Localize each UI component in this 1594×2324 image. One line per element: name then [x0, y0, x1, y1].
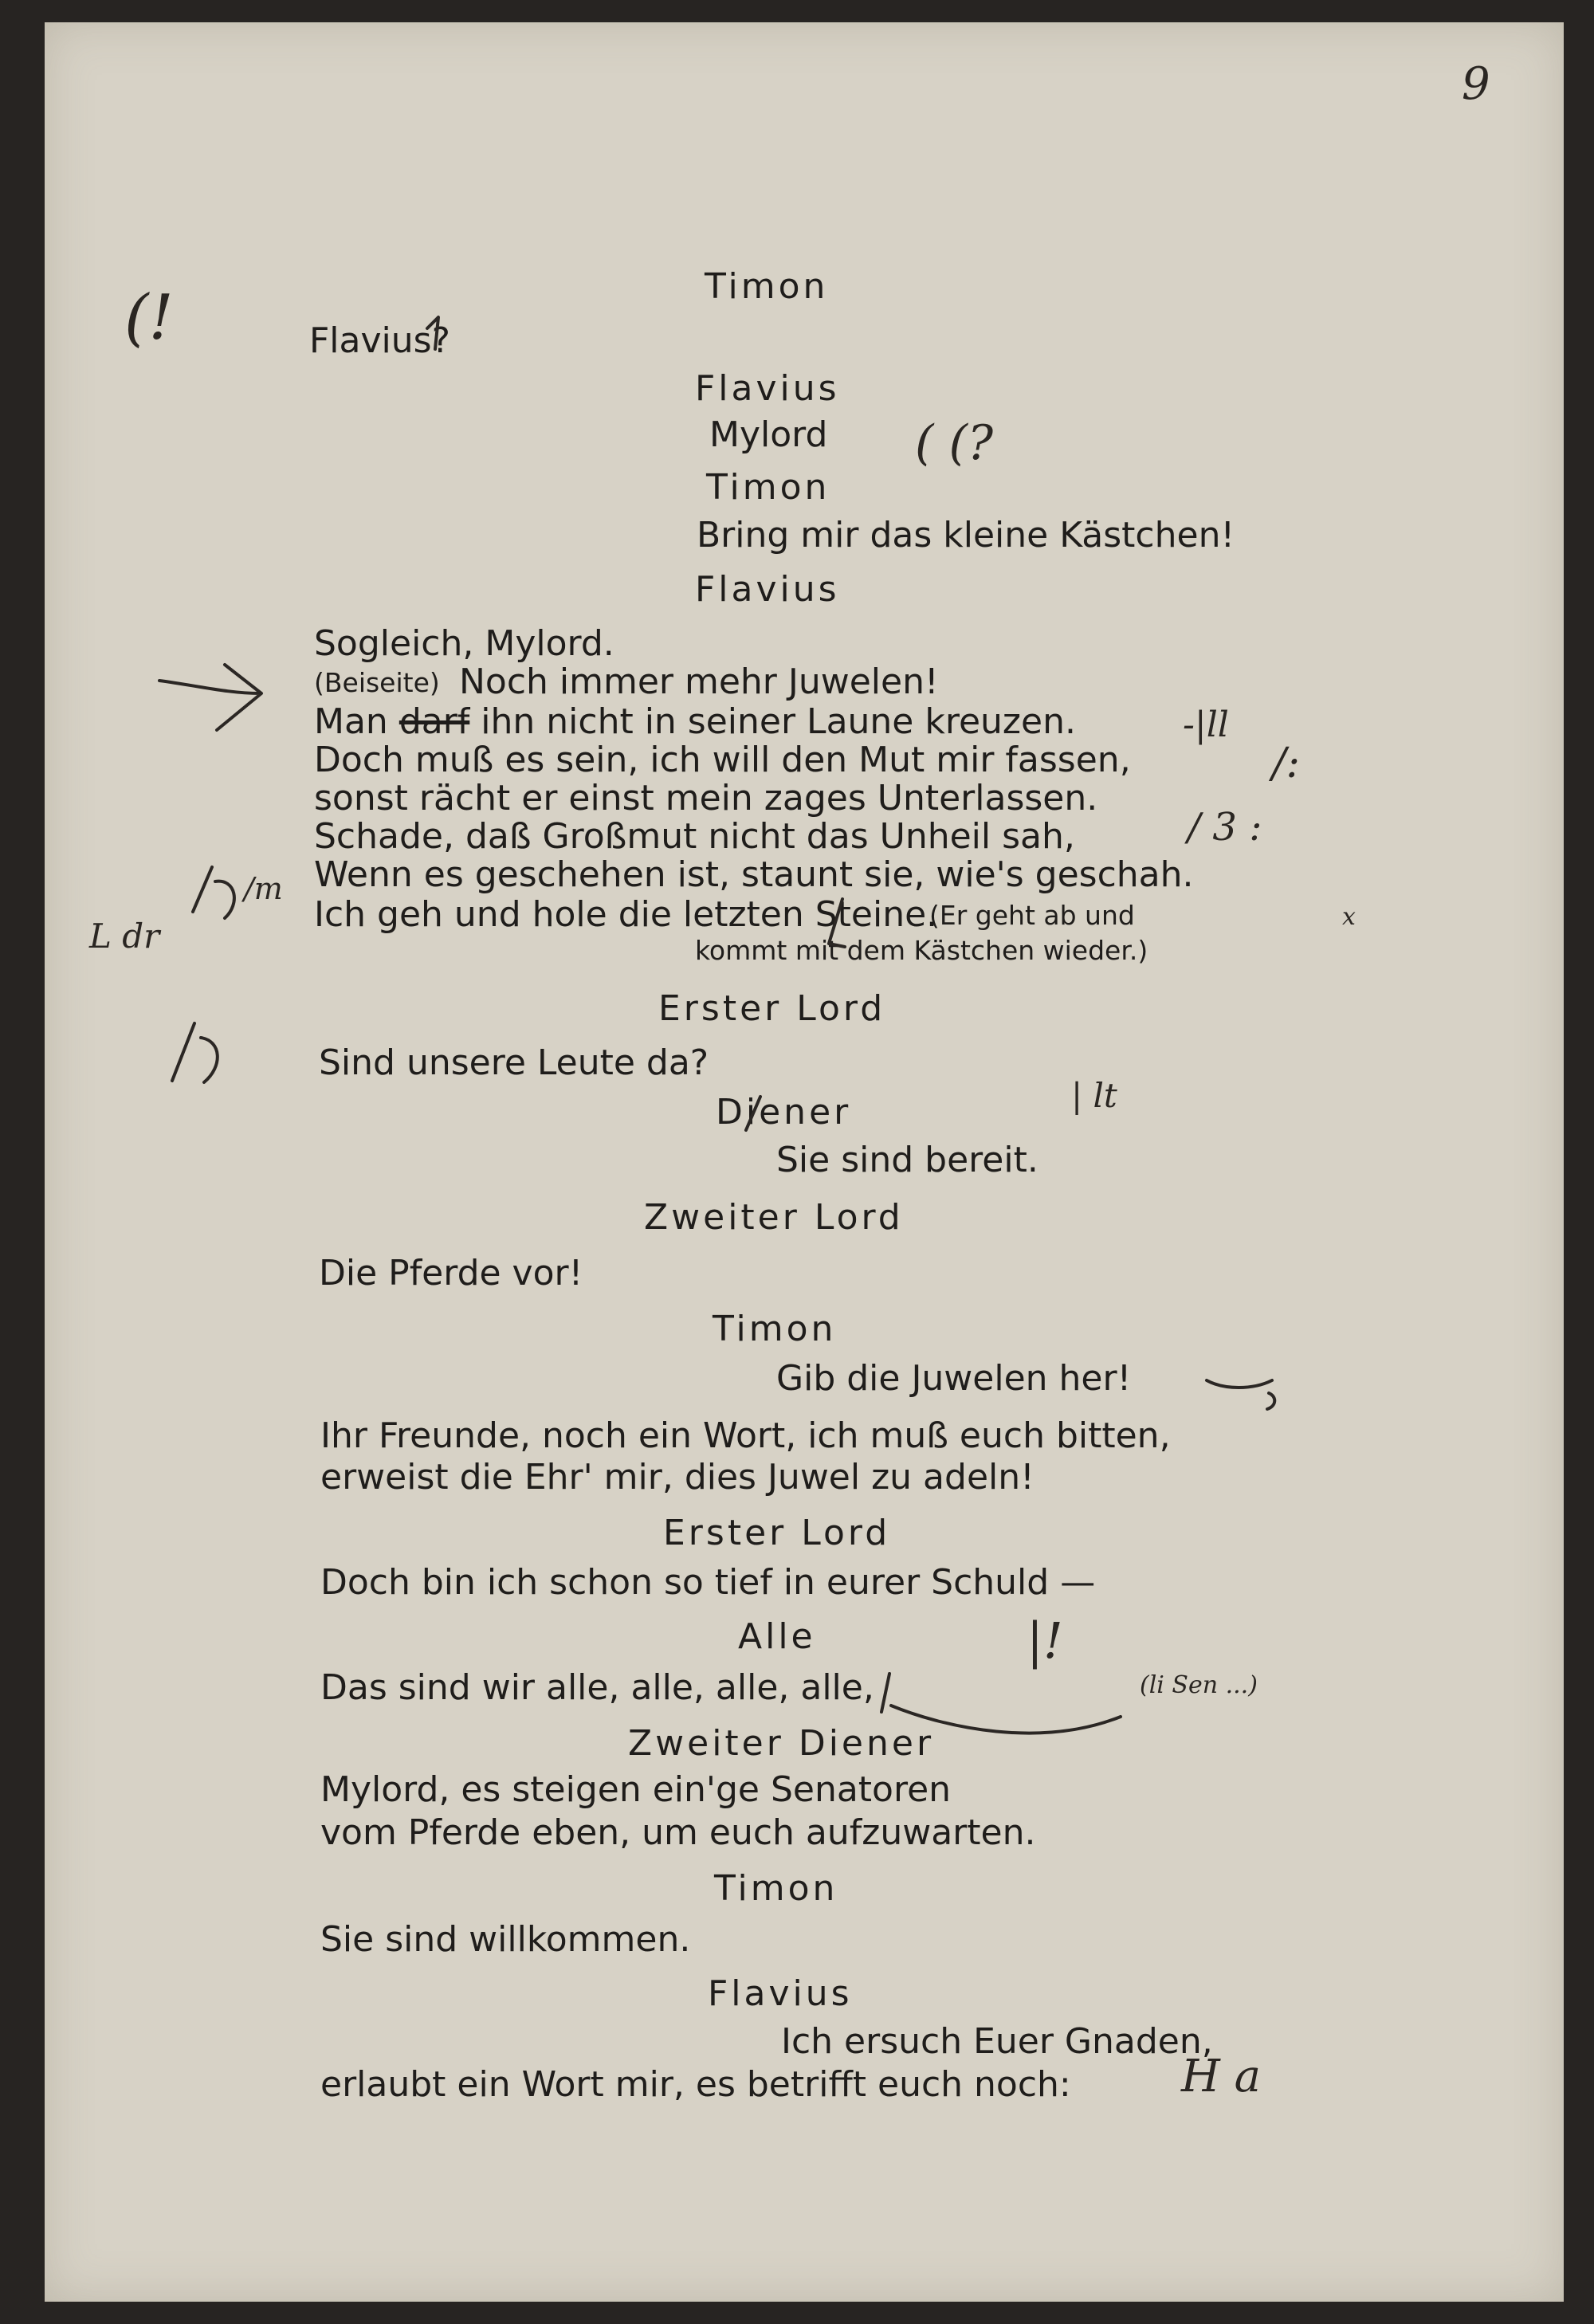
dialogue-line: Sie sind bereit. [776, 1140, 1038, 1180]
speaker-heading: Flavius [708, 1973, 853, 2014]
margin-bracket [172, 1023, 218, 1082]
slash-mark [746, 1097, 760, 1130]
margin-note: |! [1027, 1611, 1063, 1670]
margin-note: -|ll [1183, 705, 1229, 745]
speaker-heading: Timon [713, 1309, 837, 1349]
dialogue-line: Bring mir das kleine Kästchen! [697, 515, 1235, 555]
margin-note: H a [1181, 2051, 1262, 2102]
margin-note: /: [1272, 740, 1301, 787]
margin-note: (! [124, 282, 174, 354]
margin-note: x [1342, 903, 1356, 931]
dialogue-line: erlaubt ein Wort mir, es betrifft euch noch: [320, 2064, 1071, 2105]
margin-note: | lt [1071, 1076, 1117, 1115]
dialogue-line: erweist die Ehr' mir, dies Juwel zu adeln! [320, 1457, 1035, 1498]
dialogue-line: Gib die Juwelen her! [776, 1358, 1132, 1399]
struck-word: darf [398, 701, 470, 742]
dialogue-line: Schade, daß Großmut nicht das Unheil sah, [314, 816, 1075, 857]
dialogue-line: Doch bin ich schon so tief in eurer Schuld — [320, 1562, 1096, 1603]
margin-note: L dr [89, 917, 160, 956]
pencil-marks [45, 22, 1564, 2302]
dialogue-line: Sogleich, Mylord. [314, 623, 614, 664]
dialogue-line: Sie sind willkommen. [320, 1919, 691, 1960]
speaker-heading: Flavius [695, 569, 840, 610]
dialogue-line: Ich ersuch Euer Gnaden, [781, 2021, 1213, 2062]
speaker-heading: Flavius [695, 368, 840, 409]
speaker-heading: Erster Lord [658, 988, 886, 1029]
arrow-icon [159, 665, 261, 730]
dialogue-line: sonst rächt er einst mein zages Unterlassen. [314, 778, 1098, 819]
caret-mark [427, 317, 438, 349]
stage-direction: (Beiseite) [314, 667, 440, 698]
margin-note: (li Sen ...) [1140, 1671, 1258, 1699]
flourish-mark [1207, 1380, 1274, 1409]
speaker-heading: Timon [706, 467, 830, 508]
dialogue-line: Noch immer mehr Juwelen! [459, 661, 939, 702]
speaker-heading: Zweiter Diener [628, 1723, 935, 1764]
dialogue-line: Wenn es geschehen ist, staunt sie, wie's geschah. [314, 854, 1194, 895]
dialogue-line: Ich geh und hole die letzten Steine. [314, 894, 938, 935]
page-number: 9 [1462, 58, 1490, 110]
manuscript-page [45, 22, 1564, 2302]
dialogue-line: Flavius? [309, 320, 450, 361]
line-text: ihn nicht in seiner Laune kreuzen. [481, 701, 1076, 742]
margin-note: /m [244, 871, 283, 906]
speaker-heading: Alle [738, 1616, 816, 1657]
dialogue-line: Mylord [709, 414, 828, 455]
dialogue-line: Sind unsere Leute da? [319, 1042, 709, 1083]
margin-bracket [193, 867, 234, 918]
line-word: Man [314, 701, 388, 742]
margin-note: / 3 : [1188, 805, 1262, 850]
slash-mark [881, 1674, 889, 1712]
speaker-heading: Timon [705, 266, 829, 307]
dialogue-line: Die Pferde vor! [319, 1253, 583, 1294]
dialogue-line: Mylord, es steigen ein'ge Senatoren [320, 1769, 952, 1810]
speaker-heading: Zweiter Lord [644, 1197, 904, 1238]
speaker-heading: Diener [716, 1092, 852, 1133]
dialogue-line: Doch muß es sein, ich will den Mut mir fassen, [314, 740, 1131, 780]
speaker-heading: Timon [714, 1868, 838, 1909]
underline-swash [891, 1706, 1121, 1733]
dialogue-line: Ihr Freunde, noch ein Wort, ich muß euch bitten, [320, 1415, 1171, 1456]
insertion-mark [829, 899, 845, 947]
margin-note: ( (? [915, 415, 994, 471]
dialogue-line: Das sind wir alle, alle, alle, alle, [320, 1667, 874, 1708]
stage-direction: (Er geht ab und [929, 900, 1135, 931]
speaker-heading: Erster Lord [663, 1513, 891, 1553]
stage-direction: kommt mit dem Kästchen wieder.) [695, 935, 1148, 966]
dialogue-line: vom Pferde eben, um euch aufzuwarten. [320, 1812, 1036, 1853]
